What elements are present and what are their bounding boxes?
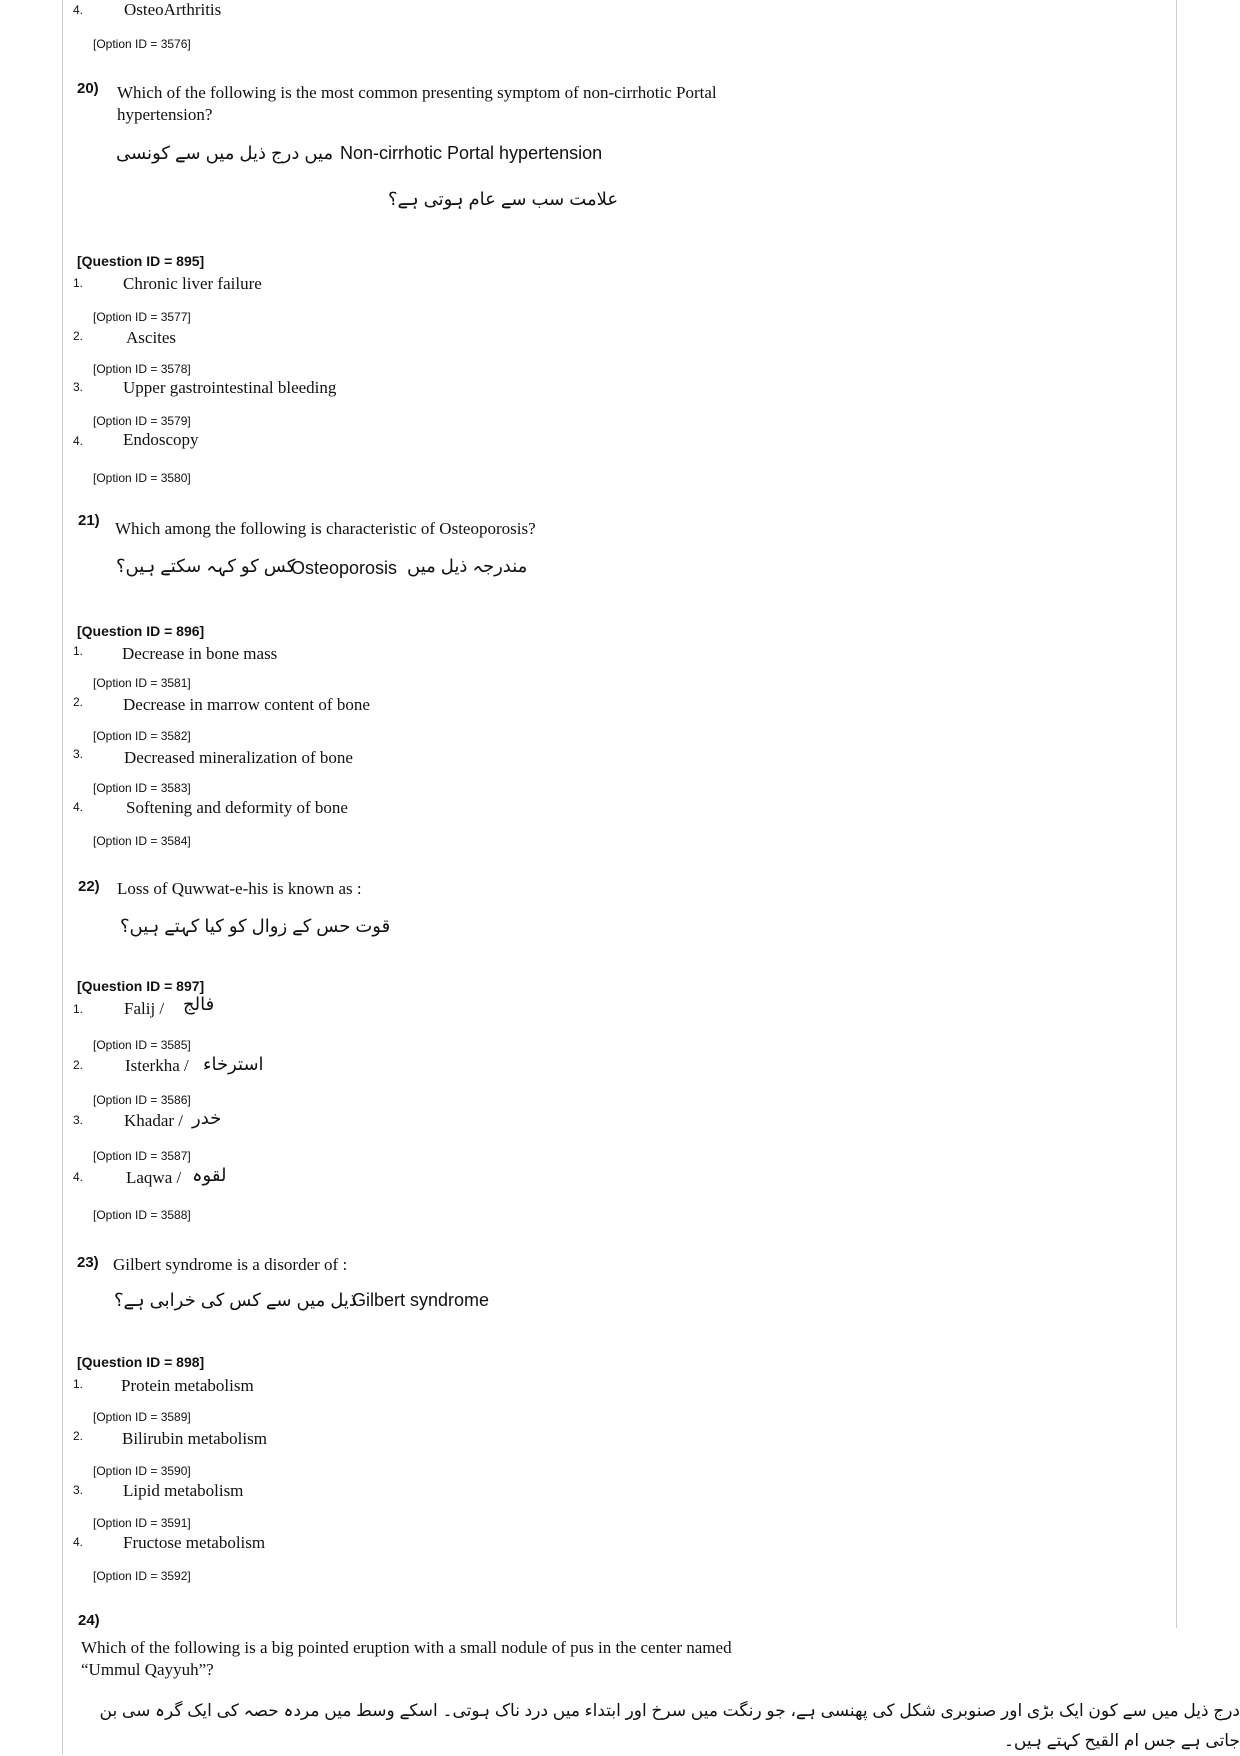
urdu-translation-line2: علامت سب سے عام ہوتی ہے؟: [388, 189, 619, 209]
urdu-term: Non-cirrhotic Portal hypertension: [340, 143, 603, 163]
option-id: [Option ID = 3591]: [93, 1516, 191, 1530]
urdu-translation-line2: جاتی ہے جس ام القیح کہتے ہیں۔: [1003, 1731, 1240, 1750]
urdu-term: Gilbert syndrome: [352, 1290, 490, 1310]
option-number: 3.: [73, 1483, 84, 1497]
question-text: Which among the following is characteristic of Osteoporosis?: [115, 519, 536, 538]
question-id: [Question ID = 895]: [77, 253, 205, 269]
page-right-border: [1176, 0, 1177, 1628]
option-number: 1.: [73, 276, 84, 290]
option-number: 2.: [73, 1429, 84, 1443]
option-text: Falij /: [124, 999, 165, 1018]
option-id: [Option ID = 3583]: [93, 781, 191, 795]
option-number: 3.: [73, 380, 84, 394]
urdu-translation-part2: کس کو کہہ سکتے ہیں؟: [116, 556, 296, 576]
option-text: Decrease in bone mass: [122, 644, 278, 663]
option-urdu: لقوہ: [192, 1165, 227, 1185]
option-number: 4.: [73, 800, 84, 814]
option-number: 4.: [73, 1170, 84, 1184]
option-id: [Option ID = 3579]: [93, 414, 191, 428]
option-number: 4.: [73, 1535, 84, 1549]
option-text: Decrease in marrow content of bone: [123, 695, 370, 714]
option-id: [Option ID = 3584]: [93, 834, 191, 848]
option-number: 2.: [73, 695, 84, 709]
urdu-term: Osteoporosis: [291, 558, 398, 578]
question-text-line2: hypertension?: [117, 105, 213, 124]
option-number: 1.: [73, 1002, 84, 1016]
option-urdu: فالج: [183, 994, 215, 1014]
urdu-translation-line1: میں درج ذیل میں سے کونسی: [116, 143, 334, 163]
option-text: Fructose metabolism: [123, 1533, 266, 1552]
question-id: [Question ID = 898]: [77, 1354, 205, 1370]
option-text: Laqwa /: [126, 1168, 182, 1187]
option-text: Endoscopy: [123, 430, 199, 449]
option-id: [Option ID = 3590]: [93, 1464, 191, 1478]
option-id: [Option ID = 3589]: [93, 1410, 191, 1424]
option-number: 4.: [73, 434, 84, 448]
option-id: [Option ID = 3588]: [93, 1208, 191, 1222]
option-urdu: استرخاء: [203, 1054, 264, 1074]
option-text: Lipid metabolism: [123, 1481, 244, 1500]
option-id: [Option ID = 3587]: [93, 1149, 191, 1163]
option-number: 2.: [73, 329, 84, 343]
option-id: [Option ID = 3592]: [93, 1569, 191, 1583]
question-text-line1: Which of the following is the most common presenting symptom of non-cirrhotic Portal: [117, 83, 717, 102]
option-text: Upper gastrointestinal bleeding: [123, 378, 337, 397]
option-number: 3.: [73, 747, 84, 761]
option-text: Bilirubin metabolism: [122, 1429, 267, 1448]
option-text: Isterkha /: [125, 1056, 189, 1075]
option-text: Ascites: [126, 328, 177, 347]
question-id: [Question ID = 897]: [77, 978, 205, 994]
option-urdu: خدر: [192, 1108, 222, 1128]
option-id: [Option ID = 3585]: [93, 1038, 191, 1052]
urdu-translation: ذیل میں سے کس کی خرابی ہے؟: [114, 1290, 357, 1310]
question-text: Loss of Quwwat-e-his is known as :: [117, 879, 362, 898]
option-text: Decreased mineralization of bone: [124, 748, 353, 767]
option-number: 3.: [73, 1113, 84, 1127]
option-id: [Option ID = 3581]: [93, 676, 191, 690]
option-text: Softening and deformity of bone: [126, 798, 348, 817]
option-id: [Option ID = 3582]: [93, 729, 191, 743]
question-number: 21): [78, 512, 100, 529]
page-left-border: [62, 0, 63, 1755]
question-text-line1: Which of the following is a big pointed eruption with a small nodule of pus in the center named: [81, 1638, 732, 1657]
option-number: 1.: [73, 1377, 84, 1391]
question-id: [Question ID = 896]: [77, 623, 205, 639]
question-text: Gilbert syndrome is a disorder of :: [113, 1255, 348, 1274]
question-number: 20): [77, 80, 99, 97]
option-id: [Option ID = 3578]: [93, 362, 191, 376]
option-text: Protein metabolism: [121, 1376, 254, 1395]
question-number: 22): [78, 878, 100, 895]
urdu-translation: قوت حس کے زوال کو کیا کہتے ہیں؟: [120, 916, 391, 936]
option-text: Chronic liver failure: [123, 274, 262, 293]
option-id: [Option ID = 3576]: [93, 37, 191, 51]
option-id: [Option ID = 3577]: [93, 310, 191, 324]
urdu-translation-part1: مندرجہ ذیل میں: [407, 556, 528, 576]
option-number: 1.: [73, 644, 84, 658]
question-number: 24): [78, 1612, 100, 1629]
option-id: [Option ID = 3580]: [93, 471, 191, 485]
question-number: 23): [77, 1254, 99, 1271]
question-text-line2: “Ummul Qayyuh”?: [81, 1660, 214, 1679]
option-number: 4.: [73, 3, 84, 17]
urdu-translation-line1: درج ذیل میں سے کون ایک بڑی اور صنوبری شکل کی پھنسی ہے، جو رنگت میں سرخ اور ابتداء میں درد ناک ہوتی۔ اسکے وسط میں مردہ حصہ کی ایک گرہ سی بن: [99, 1701, 1240, 1720]
option-text: Khadar /: [124, 1111, 184, 1130]
option-text: OsteoArthritis: [124, 0, 222, 19]
option-id: [Option ID = 3586]: [93, 1093, 191, 1107]
option-number: 2.: [73, 1058, 84, 1072]
